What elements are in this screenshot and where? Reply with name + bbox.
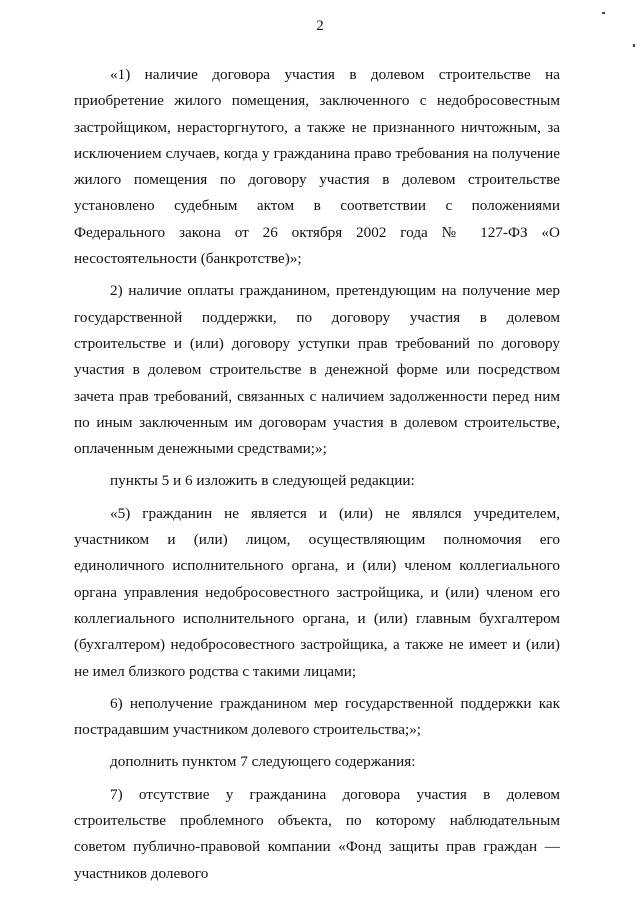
paragraph-item-6: 6) неполучение гражданином мер государственной поддержки как пострадавшим участником долевого строительства;»; xyxy=(74,694,560,739)
paragraph-amend-5-6: пункты 5 и 6 изложить в следующей редакции: xyxy=(110,472,415,490)
paragraph-add-7: дополнить пунктом 7 следующего содержания: xyxy=(110,753,416,771)
document-body xyxy=(74,62,560,887)
scan-speck xyxy=(602,12,605,14)
paragraph-item-7: 7) отсутствие у гражданина договора участия в долевом строительстве проблемного объекта, по которому наблюдательным советом публично-правовой компании «Фонд защиты прав граждан — участников долевого xyxy=(74,785,560,882)
page-number: 2 xyxy=(316,18,324,34)
paragraph-item-2: 2) наличие оплаты гражданином, претендующим на получение мер государственной поддержки, по договору участия в долевом строительстве и (или) договору уступки прав требований по договору участия в долевом строительстве в денежной форме или посредством зачета прав требований, связанных с наличием задолженности перед ним по иным заключенным им договорам участия в долевом строительстве, оплаченным денежными средствами;»; xyxy=(74,282,560,458)
paragraph-item-1: «1) наличие договора участия в долевом строительстве на приобретение жилого помещения, заключенного с недобросовестным застройщиком, нерасторгнутого, а также не признанного ничтожным, за исключением случаев, когда у гражданина право требования на получение жилого помещения по договору участия в долевом строительстве установлено судебным актом в соответствии с положениями Федерального закона от 26 октября 2002 года № 127-ФЗ «О несостоятельности (банкротстве)»; xyxy=(74,66,560,268)
scan-speck xyxy=(633,44,635,47)
paragraph-item-5: «5) гражданин не является и (или) не являлся учредителем, участником и (или) лицом, осуществляющим полномочия его единоличного исполнительного органа, и (или) членом коллегиального органа управления недобросовестного застройщика, и (или) членом его коллегиального исполнительного органа, и (или) главным бухгалтером (бухгалтером) недобросовестного застройщика, а также не имеет и (или) не имел близкого родства с такими лицами; xyxy=(74,504,560,680)
